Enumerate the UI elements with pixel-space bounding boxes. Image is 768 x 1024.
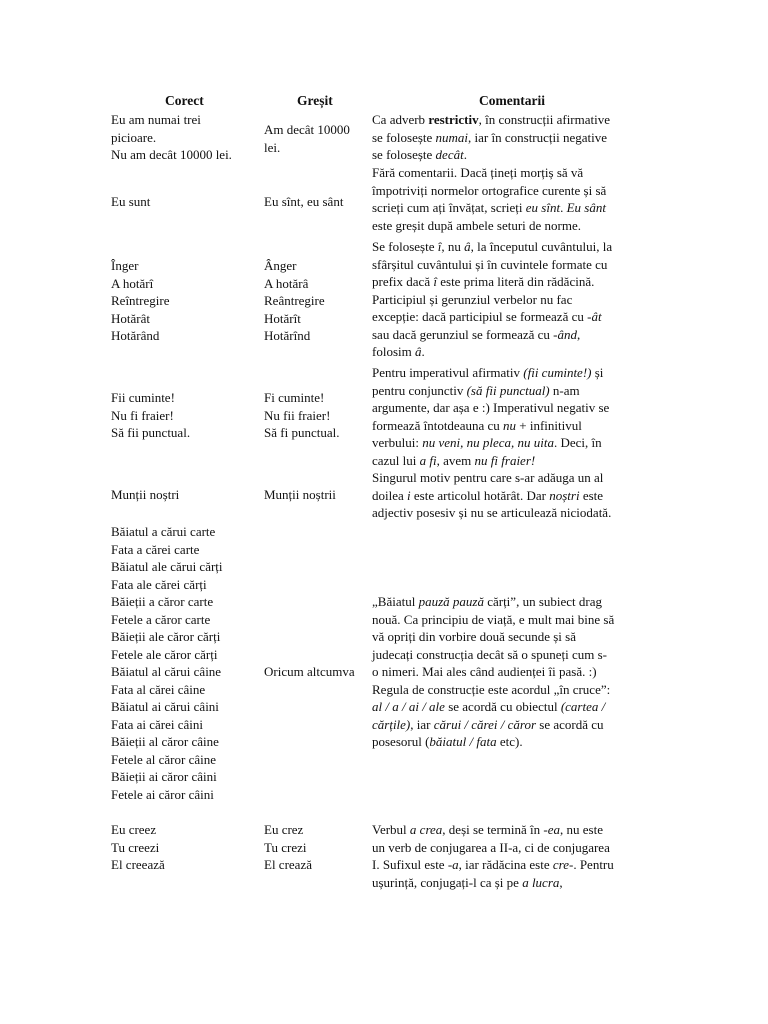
comment-line: [372, 399, 658, 417]
text-run: Pentru imperativul afirmativ: [372, 365, 524, 380]
cell-line: Fata ai cărei câini: [111, 716, 204, 732]
row-1-wrong: [264, 121, 369, 156]
cell-line: Hotărând: [111, 328, 160, 343]
cell-line: Eu creez: [111, 822, 157, 837]
row-4-wrong: [264, 389, 369, 442]
text-run: , avem: [436, 452, 475, 468]
italic-text: numai: [435, 129, 469, 145]
text-run: este articolul hotărât. Dar: [410, 487, 550, 503]
text-run: + infinitivul: [516, 417, 582, 433]
cell-line: A hotărâ: [264, 275, 309, 291]
comment-line: [372, 364, 658, 382]
text-run: este prima literă din rădăcină.: [436, 274, 595, 289]
cell-line: Fetele a căror carte: [111, 611, 211, 627]
cell-line: Băieții ale căror cărți: [111, 629, 221, 644]
text-run: , la începutul cuvântului, la: [470, 239, 613, 254]
comment-line: [372, 611, 658, 629]
text-run: , nu este: [560, 822, 603, 837]
italic-text: ât: [591, 309, 602, 324]
cell-line: Eu crez: [264, 822, 304, 837]
cell-line: Tu creezi: [111, 839, 160, 855]
text-run: excepție: dacă participiul se formează cu -: [372, 309, 592, 324]
text-run: doilea: [372, 487, 408, 503]
text-run: I. Sufixul este -: [372, 857, 453, 872]
cell-line: Fii cuminte!: [111, 390, 175, 405]
cell-line: Înger: [111, 258, 139, 273]
text-run: și: [591, 365, 604, 380]
text-run: Participiul și gerunziul verbelor nu fac: [372, 291, 573, 307]
cell-line: picioare.: [111, 129, 157, 145]
text-run: pentru conjunctiv: [372, 382, 467, 398]
cell-line: Băieții ai căror câini: [111, 769, 217, 784]
row-7-correct: [111, 821, 261, 874]
text-run: prefix dacă: [372, 274, 434, 289]
comment-line: [372, 487, 658, 505]
italic-text: (cartea /: [560, 699, 606, 714]
comment-line: [372, 628, 658, 646]
row-2-wrong: [264, 193, 369, 211]
comment-line: [372, 663, 658, 681]
header-comments: Comentarii: [479, 93, 545, 108]
text-run: se acordă cu obiectul: [444, 699, 561, 714]
italic-text: (fii cuminte!): [523, 365, 592, 380]
text-run: este: [579, 487, 604, 503]
cell-line: Fetele ai căror câini: [111, 786, 214, 802]
comment-line: [372, 217, 658, 235]
text-run: .: [421, 344, 425, 359]
comment-line: [372, 164, 658, 182]
cell-line: Fetele al căror câine: [111, 751, 217, 767]
comment-line: [372, 382, 658, 400]
cell-line: Am decât 10000: [264, 122, 350, 137]
italic-text: pauză pauză: [418, 594, 484, 609]
cell-line: Să fi punctual.: [264, 425, 340, 440]
text-run: ușurință, conjugați-l ca și pe: [372, 874, 523, 890]
comment-line: [372, 504, 658, 522]
text-run: formează întotdeauna cu: [372, 417, 504, 433]
italic-text: i: [407, 487, 411, 503]
bold-text: restrictiv: [428, 112, 479, 127]
row-2-correct: [111, 193, 261, 211]
text-run: se folosește: [372, 147, 436, 162]
cell-line: Tu crezi: [264, 839, 307, 855]
text-run: Ca adverb: [372, 112, 429, 127]
comment-line: [372, 839, 658, 857]
cell-line: Fata a cărei carte: [111, 541, 200, 557]
comment-line: [372, 199, 658, 217]
comment-line: [372, 698, 658, 716]
cell-line: Hotărît: [264, 310, 301, 326]
comment-line: [372, 111, 658, 129]
italic-text: băiatul / fata: [429, 734, 497, 749]
comment-line: [372, 646, 658, 664]
cell-line: Fi cuminte!: [264, 390, 325, 405]
cell-line: Hotărînd: [264, 328, 311, 343]
text-run: etc).: [496, 734, 523, 749]
row-7-wrong: [264, 821, 369, 874]
row-5-wrong: [264, 486, 369, 504]
text-run: folosim: [372, 344, 415, 359]
cell-line: El creează: [111, 857, 165, 872]
italic-text: a fi: [419, 452, 437, 468]
row-1-comment: [372, 111, 658, 164]
comment-line: [372, 273, 658, 291]
comment-line: [372, 308, 658, 326]
comment-line: [372, 417, 658, 435]
text-run: adjectiv posesiv și nu se articulează niciodată.: [372, 505, 612, 520]
italic-text: a: [452, 857, 459, 872]
comment-line: [372, 434, 658, 452]
text-run: scrieți cum ați învățat, scrieți: [372, 200, 526, 215]
cell-line: Fetele ale căror cărți: [111, 646, 218, 662]
comment-line: [372, 716, 658, 734]
cell-line: Munții noștrii: [264, 487, 336, 502]
text-run: , iar rădăcina este: [458, 857, 553, 872]
cell-line: Fata al cărei câine: [111, 681, 206, 697]
text-run: Singurul motiv pentru care s-ar adăuga un al: [372, 470, 604, 485]
text-run: „Băiatul: [372, 594, 419, 609]
text-run: sau dacă gerunziul se formează cu -: [372, 326, 558, 342]
text-run: cărți”, un subiect drag: [483, 594, 602, 609]
text-run: cazul lui: [372, 452, 420, 468]
italic-text: Eu sânt: [566, 200, 606, 215]
text-run: împotriviți normelor ortografice curente și să: [372, 182, 607, 198]
cell-line: Băieții a căror carte: [111, 594, 214, 609]
text-run: nouă. Ca principiu de viață, e mult mai bine să: [372, 611, 615, 627]
comment-line: [372, 129, 658, 147]
row-6-wrong: [264, 663, 369, 681]
italic-text: î: [433, 274, 437, 289]
text-run: .: [463, 147, 467, 162]
text-run: , iar în construcții negative: [468, 129, 608, 145]
row-3-comment: [372, 238, 658, 361]
row-4-correct: [111, 389, 261, 442]
italic-text: a crea: [409, 822, 443, 837]
cell-line: A hotărî: [111, 275, 154, 291]
cell-line: Băiatul al cărui câine: [111, 664, 222, 679]
text-run: verbului:: [372, 435, 423, 450]
cell-line: Eu am numai trei: [111, 112, 201, 127]
italic-text: decât: [435, 147, 464, 162]
text-run: , în construcții afirmative: [478, 112, 611, 127]
cell-line: Fata ale cărei cărți: [111, 576, 207, 592]
text-run: se acordă cu: [536, 716, 604, 732]
cell-line: Oricum altcumva: [264, 664, 355, 679]
cell-line: Hotărât: [111, 310, 150, 326]
row-2-comment: [372, 164, 658, 234]
cell-line: Băieții al căror câine: [111, 734, 219, 749]
text-run: Verbul: [372, 822, 410, 837]
comment-line: [372, 452, 658, 470]
italic-text: cărțile): [372, 716, 411, 732]
text-run: Se folosește: [372, 239, 438, 254]
text-run: se folosește: [372, 129, 436, 145]
row-6-correct: [111, 523, 261, 803]
row-3-wrong: [264, 257, 369, 345]
italic-text: al / a / ai / ale: [372, 699, 445, 714]
text-run: ,: [577, 326, 581, 342]
comment-line: [372, 469, 658, 487]
row-7-comment: [372, 821, 658, 891]
italic-text: cre-: [552, 857, 574, 872]
text-run: , nu: [441, 239, 465, 254]
text-run: .: [560, 200, 567, 215]
cell-line: Eu sînt, eu sânt: [264, 194, 344, 209]
cell-line: Băiatul ai cărui câini: [111, 699, 219, 714]
italic-text: nu: [503, 417, 517, 433]
italic-text: noștri: [549, 487, 580, 503]
row-3-correct: [111, 257, 261, 345]
comment-line: [372, 733, 658, 751]
italic-text: nu fi fraier!: [474, 452, 536, 468]
text-run: argumente, dar așa e :) Imperativul negativ se: [372, 400, 610, 415]
text-run: . Pentru: [573, 857, 614, 872]
text-run: este greșit după ambele seturi de norme.: [372, 217, 582, 233]
italic-text: â: [414, 344, 422, 359]
text-run: ,: [559, 874, 563, 890]
header-wrong: Greșit: [297, 93, 333, 108]
cell-line: Băiatul ale cărui cărți: [111, 559, 223, 574]
row-5-comment: [372, 469, 658, 522]
comment-line: [372, 856, 658, 874]
text-run: un verb de conjugarea a II-a, ci de conjugarea: [372, 839, 610, 855]
cell-line: lei.: [264, 139, 281, 155]
italic-text: a lucra: [522, 874, 560, 890]
row-5-correct: [111, 486, 261, 504]
comment-line: [372, 593, 658, 611]
italic-text: (să fii punctual): [466, 382, 550, 398]
header-correct: Corect: [165, 93, 204, 108]
text-run: o nimeri. Mai ales când audienței îi pasă. :): [372, 664, 597, 679]
cell-line: Să fii punctual.: [111, 425, 191, 440]
italic-text: nu veni, nu pleca, nu uita: [422, 435, 554, 450]
cell-line: Nu am decât 10000 lei.: [111, 147, 232, 162]
text-run: posesorul (: [372, 734, 430, 749]
cell-line: Reîntregire: [111, 293, 170, 308]
italic-text: ând: [557, 326, 578, 342]
text-run: n-am: [549, 382, 580, 398]
italic-text: ea: [547, 822, 560, 837]
comment-line: [372, 343, 658, 361]
comment-line: [372, 146, 658, 164]
cell-line: Munții noștri: [111, 487, 180, 502]
comment-line: [372, 238, 658, 256]
comment-line: [372, 326, 658, 344]
text-run: , iar: [410, 716, 434, 732]
comment-line: [372, 291, 658, 309]
italic-text: â: [464, 239, 471, 254]
text-run: vă opriți din vorbire două secunde și să: [372, 629, 576, 644]
row-1-correct: [111, 111, 261, 164]
cell-line: Nu fii fraier!: [264, 407, 331, 423]
comment-line: [372, 681, 658, 699]
italic-text: cărui / cărei / căror: [433, 716, 537, 732]
cell-line: Ânger: [264, 258, 297, 273]
cell-line: Băiatul a cărui carte: [111, 524, 216, 539]
row-4-comment: [372, 364, 658, 469]
text-run: . Deci, în: [553, 435, 602, 450]
cell-line: Reântregire: [264, 293, 325, 308]
comment-line: [372, 182, 658, 200]
comment-line: [372, 821, 658, 839]
text-run: Regula de construcție este acordul „în cruce”:: [372, 681, 611, 697]
text-run: judecați construcția decât să o spuneți cum s-: [372, 646, 608, 662]
cell-line: Eu sunt: [111, 194, 151, 209]
comment-line: [372, 874, 658, 892]
italic-text: î: [437, 239, 442, 254]
text-run: Fără comentarii. Dacă țineți morțiș să vă: [372, 165, 584, 180]
cell-line: El crează: [264, 857, 312, 872]
text-run: , deși se termină în -: [442, 822, 548, 837]
text-run: sfârșitul cuvântului și în cuvintele formate cu: [372, 256, 608, 272]
italic-text: eu sînt: [525, 200, 561, 215]
cell-line: Nu fi fraier!: [111, 407, 174, 423]
row-6-comment: [372, 593, 658, 751]
comment-line: [372, 256, 658, 274]
